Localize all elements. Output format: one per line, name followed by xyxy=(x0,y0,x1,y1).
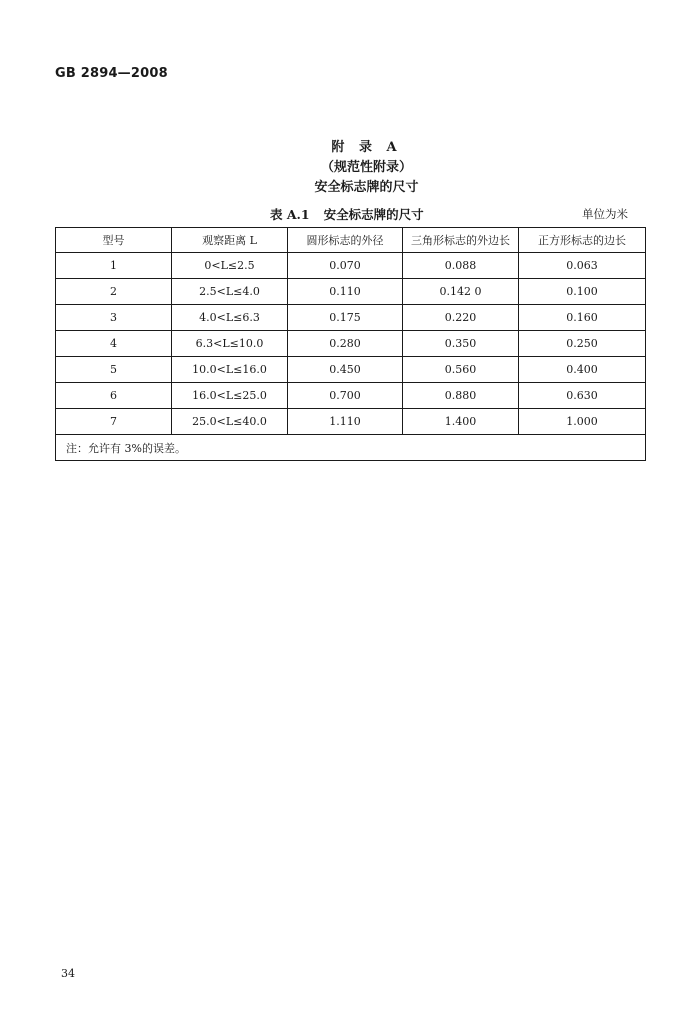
cell-triangle: 0.350 xyxy=(403,331,519,357)
table-row xyxy=(56,331,646,357)
column-header-model: 型号 xyxy=(56,228,172,253)
table-row xyxy=(56,357,646,383)
cell-model: 5 xyxy=(56,357,172,383)
cell-square: 0.630 xyxy=(519,383,646,409)
column-header-triangle-side: 三角形标志的外边长 xyxy=(403,228,519,253)
cell-square: 0.400 xyxy=(519,357,646,383)
table-row xyxy=(56,383,646,409)
cell-circle: 1.110 xyxy=(288,409,403,435)
page-number: 34 xyxy=(61,967,75,980)
cell-model: 1 xyxy=(56,253,172,279)
appendix-title: 附 录 A xyxy=(331,140,402,155)
cell-square: 1.000 xyxy=(519,409,646,435)
cell-triangle: 0.560 xyxy=(403,357,519,383)
column-header-distance: 观察距离 L xyxy=(172,228,288,253)
appendix-note: （规范性附录） xyxy=(320,160,412,175)
table-footnote: 注：允许有 3%的误差。 xyxy=(56,435,646,461)
cell-distance: 0<L≤2.5 xyxy=(172,253,288,279)
cell-model: 2 xyxy=(56,279,172,305)
table-row xyxy=(56,409,646,435)
cell-model: 4 xyxy=(56,331,172,357)
cell-triangle: 0.220 xyxy=(403,305,519,331)
cell-distance: 25.0<L≤40.0 xyxy=(172,409,288,435)
cell-distance: 2.5<L≤4.0 xyxy=(172,279,288,305)
cell-triangle: 1.400 xyxy=(403,409,519,435)
table-caption xyxy=(270,205,424,223)
cell-square: 0.250 xyxy=(519,331,646,357)
table-footnote-row xyxy=(56,435,646,461)
cell-circle: 0.110 xyxy=(288,279,403,305)
cell-square: 0.063 xyxy=(519,253,646,279)
cell-distance: 10.0<L≤16.0 xyxy=(172,357,288,383)
cell-model: 3 xyxy=(56,305,172,331)
cell-circle: 0.280 xyxy=(288,331,403,357)
cell-distance: 6.3<L≤10.0 xyxy=(172,331,288,357)
table-header-row xyxy=(56,228,646,253)
table-caption-title: 安全标志牌的尺寸 xyxy=(323,207,424,222)
table-row xyxy=(56,253,646,279)
cell-model: 6 xyxy=(56,383,172,409)
cell-circle: 0.070 xyxy=(288,253,403,279)
cell-square: 0.100 xyxy=(519,279,646,305)
cell-distance: 4.0<L≤6.3 xyxy=(172,305,288,331)
cell-distance: 16.0<L≤25.0 xyxy=(172,383,288,409)
cell-circle: 0.700 xyxy=(288,383,403,409)
table-row xyxy=(56,279,646,305)
sign-size-table xyxy=(55,227,646,461)
column-header-circle-diameter: 圆形标志的外径 xyxy=(288,228,403,253)
cell-circle: 0.175 xyxy=(288,305,403,331)
cell-circle: 0.450 xyxy=(288,357,403,383)
appendix-subject: 安全标志牌的尺寸 xyxy=(314,180,419,195)
standard-code: GB 2894—2008 xyxy=(55,66,168,81)
table-row xyxy=(56,305,646,331)
cell-square: 0.160 xyxy=(519,305,646,331)
cell-triangle: 0.142 0 xyxy=(403,279,519,305)
cell-triangle: 0.088 xyxy=(403,253,519,279)
cell-model: 7 xyxy=(56,409,172,435)
table-caption-number: 表 A.1 xyxy=(270,207,310,222)
cell-triangle: 0.880 xyxy=(403,383,519,409)
unit-label: 单位为米 xyxy=(582,207,628,221)
column-header-square-side: 正方形标志的边长 xyxy=(519,228,646,253)
